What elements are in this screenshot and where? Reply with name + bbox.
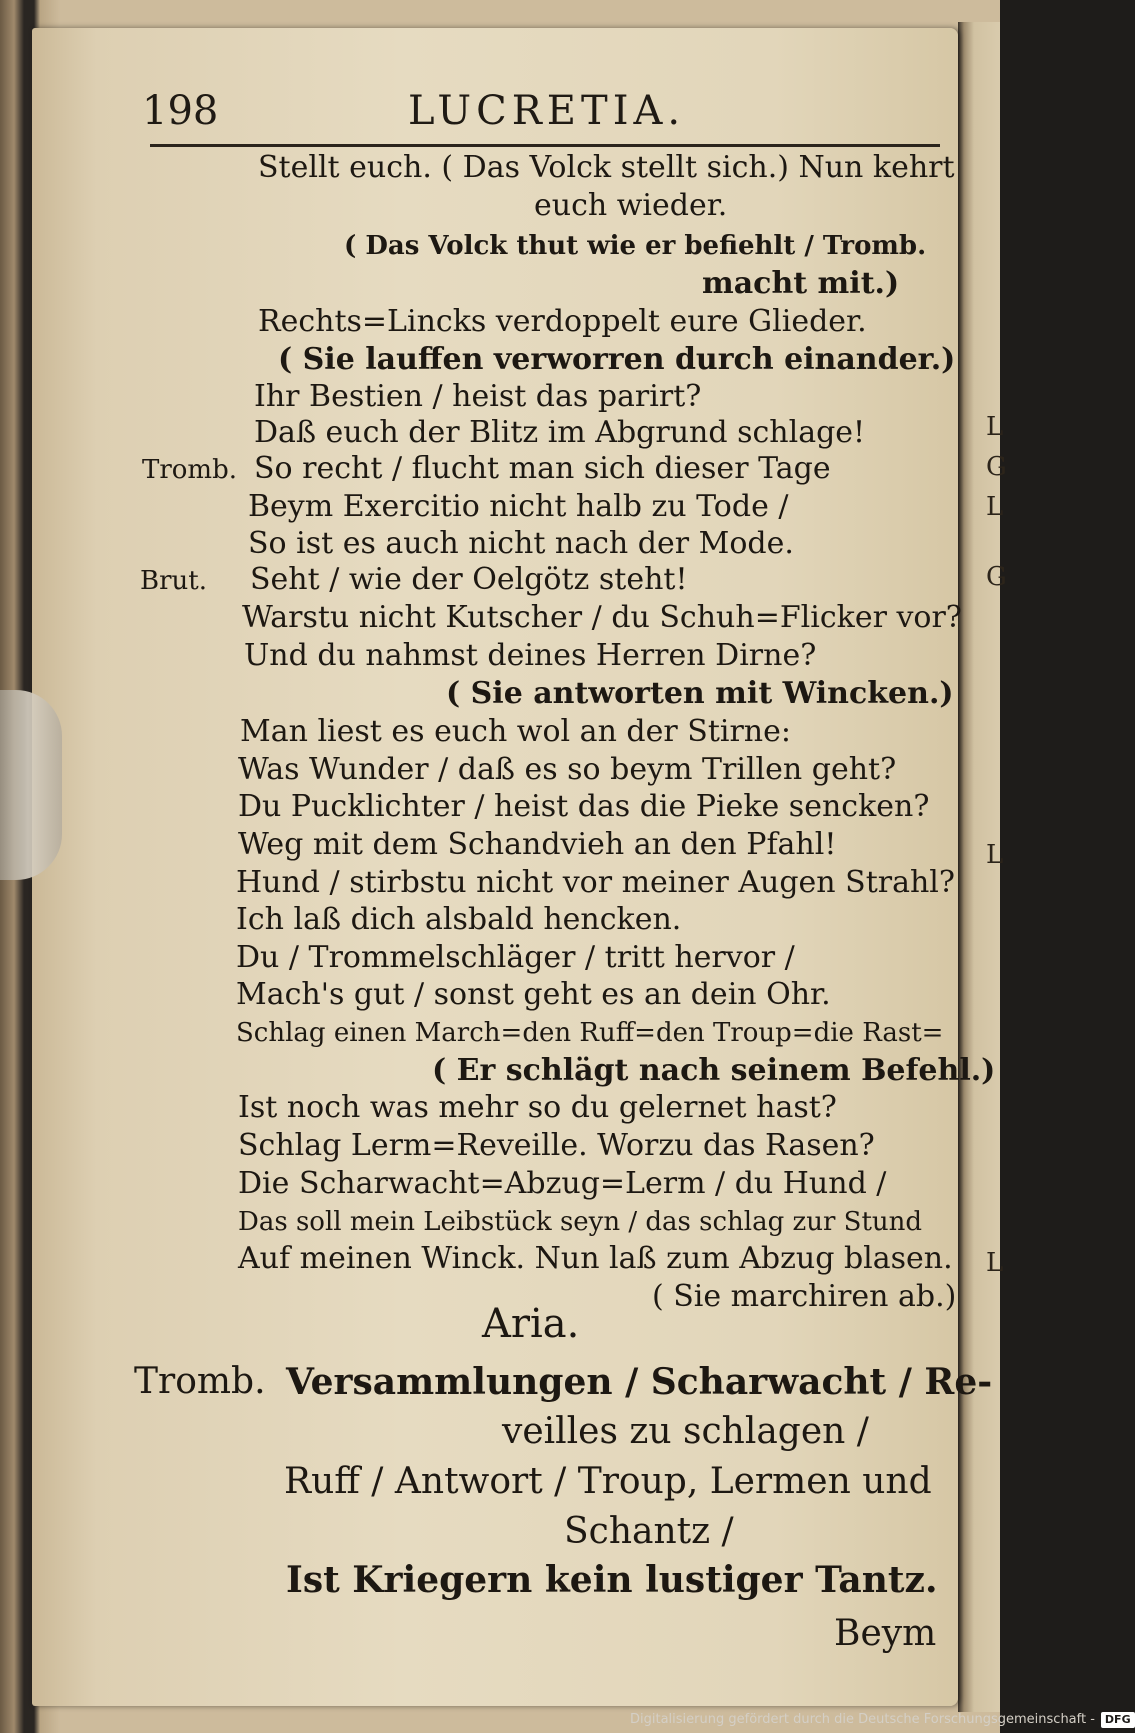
verse-line: Daß euch der Blitz im Abgrund schlage! bbox=[254, 415, 866, 450]
verse-line: Ist noch was mehr so du gelernet hast? bbox=[238, 1090, 837, 1125]
stage-direction: ( Er schlägt nach seinem Befehl.) bbox=[432, 1053, 996, 1088]
stage-direction: ( Sie marchiren ab.) bbox=[652, 1279, 957, 1314]
verse-line: Du / Trommelschläger / tritt hervor / bbox=[236, 940, 795, 975]
speaker-label: Tromb. bbox=[142, 455, 237, 485]
digitization-credit bbox=[630, 1710, 1131, 1730]
facing-page-letter: G bbox=[986, 562, 1007, 592]
page-clip bbox=[0, 690, 62, 880]
facing-page-letter: L bbox=[986, 492, 1004, 522]
running-title: LUCRETIA. bbox=[408, 88, 686, 134]
aria-line: Schantz / bbox=[564, 1511, 734, 1552]
verse-line: Schlag einen March=den Ruff=den Troup=die Rast= bbox=[236, 1018, 944, 1048]
verse-line: Stellt euch. ( Das Volck stellt sich.) Nun kehrt bbox=[258, 150, 955, 185]
verse-line: Beym Exercitio nicht halb zu Tode / bbox=[248, 489, 789, 524]
verse-line: Ihr Bestien / heist das parirt? bbox=[254, 379, 702, 414]
verse-line: Warstu nicht Kutscher / du Schuh=Flicker vor? bbox=[242, 600, 962, 635]
aria-line: Ist Kriegern kein lustiger Tantz. bbox=[286, 1559, 938, 1601]
facing-page-letter: L bbox=[986, 412, 1004, 442]
verse-line: euch wieder. bbox=[534, 188, 728, 223]
verse-line: Weg mit dem Schandvieh an den Pfahl! bbox=[238, 827, 837, 862]
verse-line: Rechts=Lincks verdoppelt eure Glieder. bbox=[258, 304, 867, 339]
stage-direction: macht mit.) bbox=[702, 266, 900, 301]
page-number: 198 bbox=[142, 88, 219, 134]
verse-line: Das soll mein Leibstück seyn / das schlag zur Stund bbox=[238, 1207, 923, 1237]
speaker-label: Tromb. bbox=[134, 1361, 266, 1402]
credit-text: Digitalisierung gefördert durch die Deutsche Forschungsgemeinschaft - bbox=[630, 1712, 1095, 1727]
aria-line: veilles zu schlagen / bbox=[502, 1411, 869, 1452]
header-rule bbox=[150, 144, 940, 147]
facing-page-letter: G bbox=[986, 452, 1007, 482]
facing-page-letter: L bbox=[986, 840, 1004, 870]
verse-line: Du Pucklichter / heist das die Pieke sencken? bbox=[238, 789, 930, 824]
verse-line: So recht / flucht man sich dieser Tage bbox=[254, 451, 831, 486]
stage-direction: ( Sie antworten mit Wincken.) bbox=[446, 676, 954, 711]
speaker-label: Brut. bbox=[140, 566, 207, 596]
verse-line: Ich laß dich alsbald hencken. bbox=[236, 902, 682, 937]
aria-line: Ruff / Antwort / Troup, Lermen und bbox=[284, 1461, 932, 1502]
stage-direction: ( Sie lauffen verworren durch einander.) bbox=[278, 342, 956, 377]
aria-heading: Aria. bbox=[482, 1301, 580, 1347]
verse-line: Hund / stirbstu nicht vor meiner Augen Strahl? bbox=[236, 865, 955, 900]
verse-line: Auf meinen Winck. Nun laß zum Abzug blasen. bbox=[238, 1241, 953, 1276]
catchword: Beym bbox=[834, 1613, 937, 1654]
dfg-logo-icon: DFG bbox=[1101, 1712, 1135, 1728]
verse-line: Mach's gut / sonst geht es an dein Ohr. bbox=[236, 977, 831, 1012]
verse-line: Was Wunder / daß es so beym Trillen geht? bbox=[238, 752, 897, 787]
aria-line: Versammlungen / Scharwacht / Re- bbox=[286, 1361, 993, 1403]
verse-line: So ist es auch nicht nach der Mode. bbox=[248, 526, 794, 561]
stage-direction: ( Das Volck thut wie er befiehlt / Tromb. bbox=[344, 231, 927, 261]
verse-line: Schlag Lerm=Reveille. Worzu das Rasen? bbox=[238, 1128, 875, 1163]
verse-line: Seht / wie der Oelgötz steht! bbox=[250, 562, 688, 597]
verse-line: Und du nahmst deines Herren Dirne? bbox=[244, 638, 817, 673]
verse-line: Die Scharwacht=Abzug=Lerm / du Hund / bbox=[238, 1166, 887, 1201]
verse-line: Man liest es euch wol an der Stirne: bbox=[240, 714, 791, 749]
facing-page-letter: L bbox=[986, 1248, 1004, 1278]
